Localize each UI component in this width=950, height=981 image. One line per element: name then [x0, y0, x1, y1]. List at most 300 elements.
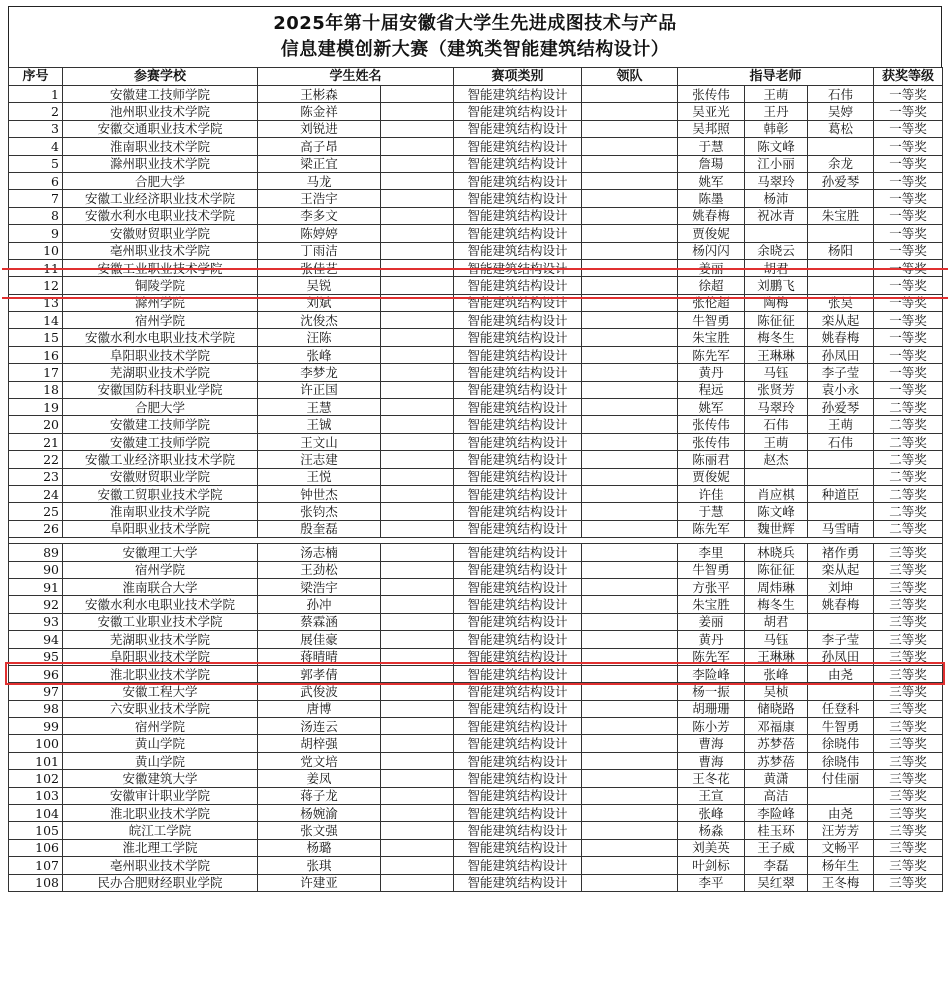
category: 智能建筑结构设计 [454, 805, 582, 822]
student-name: 杨璐 [258, 839, 381, 856]
title-line-1: 2025年第十届安徽省大学生先进成图技术与产品 [273, 13, 677, 34]
category: 智能建筑结构设计 [454, 346, 582, 363]
teacher-1: 贾俊妮 [678, 468, 745, 485]
row-number: 94 [9, 631, 63, 648]
teacher-3: 汪芳芳 [808, 822, 874, 839]
student-name: 蒋子龙 [258, 787, 381, 804]
leader [582, 822, 678, 839]
award-level: 一等奖 [874, 329, 943, 346]
row-number: 101 [9, 752, 63, 769]
teacher-2: 刘鹏飞 [745, 277, 808, 294]
award-level: 一等奖 [874, 120, 943, 137]
row-number: 108 [9, 874, 63, 891]
leader [582, 683, 678, 700]
teacher-2: 苏梦蓓 [745, 735, 808, 752]
table-row [9, 613, 943, 630]
school-name: 淮南职业技术学院 [63, 503, 258, 520]
teacher-2: 余晓云 [745, 242, 808, 259]
teacher-1: 张传伟 [678, 86, 745, 103]
student-name: 汪志建 [258, 451, 381, 468]
row-number: 107 [9, 857, 63, 874]
student-name: 孙冲 [258, 596, 381, 613]
student-name: 郭孝倩 [258, 665, 381, 682]
leader [582, 155, 678, 172]
teacher-2: 张贤芳 [745, 381, 808, 398]
student-extra [381, 312, 454, 329]
teacher-2: 赵杰 [745, 451, 808, 468]
category: 智能建筑结构设计 [454, 259, 582, 276]
table-row [9, 207, 943, 224]
row-number: 100 [9, 735, 63, 752]
award-level: 三等奖 [874, 648, 943, 665]
award-level: 三等奖 [874, 561, 943, 578]
award-level: 一等奖 [874, 364, 943, 381]
row-number: 17 [9, 364, 63, 381]
school-name: 安徽建工技师学院 [63, 86, 258, 103]
school-name: 亳州职业技术学院 [63, 857, 258, 874]
teacher-3: 孙凤田 [808, 648, 874, 665]
leader [582, 613, 678, 630]
teacher-1: 于慧 [678, 138, 745, 155]
school-name: 安徽工程大学 [63, 683, 258, 700]
category: 智能建筑结构设计 [454, 822, 582, 839]
table-section-bottom [9, 544, 943, 892]
table-row [9, 520, 943, 537]
student-name: 王悦 [258, 468, 381, 485]
table-row [9, 561, 943, 578]
leader [582, 561, 678, 578]
award-level: 二等奖 [874, 468, 943, 485]
teacher-3: 孙爱琴 [808, 172, 874, 189]
col-header-no: 序号 [9, 68, 63, 86]
student-extra [381, 381, 454, 398]
student-extra [381, 120, 454, 137]
student-extra [381, 770, 454, 787]
leader [582, 346, 678, 363]
award-level: 三等奖 [874, 752, 943, 769]
table-row [9, 190, 943, 207]
student-extra [381, 277, 454, 294]
table-row [9, 242, 943, 259]
school-name: 安徽工业经济职业技术学院 [63, 190, 258, 207]
results-table [8, 67, 943, 892]
row-number: 98 [9, 700, 63, 717]
leader [582, 416, 678, 433]
teacher-3: 付佳丽 [808, 770, 874, 787]
school-name: 安徽建工技师学院 [63, 416, 258, 433]
teacher-2: 王琳琳 [745, 346, 808, 363]
student-extra [381, 805, 454, 822]
student-name: 唐博 [258, 700, 381, 717]
award-level: 一等奖 [874, 207, 943, 224]
category: 智能建筑结构设计 [454, 451, 582, 468]
row-number: 7 [9, 190, 63, 207]
teacher-1: 程远 [678, 381, 745, 398]
category: 智能建筑结构设计 [454, 503, 582, 520]
leader [582, 399, 678, 416]
student-name: 张文强 [258, 822, 381, 839]
student-extra [381, 665, 454, 682]
table-row [9, 700, 943, 717]
teacher-1: 刘美英 [678, 839, 745, 856]
leader [582, 86, 678, 103]
row-number: 102 [9, 770, 63, 787]
school-name: 安徽水利水电职业技术学院 [63, 596, 258, 613]
teacher-3: 姚春梅 [808, 596, 874, 613]
teacher-3: 文畅平 [808, 839, 874, 856]
row-number: 5 [9, 155, 63, 172]
teacher-1: 陈小芳 [678, 718, 745, 735]
table-row [9, 822, 943, 839]
teacher-3 [808, 190, 874, 207]
teacher-1: 贾俊妮 [678, 225, 745, 242]
category: 智能建筑结构设计 [454, 596, 582, 613]
school-name: 安徽工贸职业技术学院 [63, 485, 258, 502]
table-row [9, 468, 943, 485]
category: 智能建筑结构设计 [454, 665, 582, 682]
award-level: 一等奖 [874, 294, 943, 311]
award-level: 三等奖 [874, 874, 943, 891]
teacher-1: 姜丽 [678, 259, 745, 276]
leader [582, 225, 678, 242]
leader [582, 735, 678, 752]
category: 智能建筑结构设计 [454, 857, 582, 874]
student-extra [381, 346, 454, 363]
student-name: 展佳豪 [258, 631, 381, 648]
table-row [9, 277, 943, 294]
student-name: 马龙 [258, 172, 381, 189]
row-number: 23 [9, 468, 63, 485]
category: 智能建筑结构设计 [454, 225, 582, 242]
teacher-2: 马翠玲 [745, 399, 808, 416]
row-number: 18 [9, 381, 63, 398]
student-extra [381, 822, 454, 839]
teacher-3: 孙凤田 [808, 346, 874, 363]
teacher-2: 王琳琳 [745, 648, 808, 665]
student-extra [381, 683, 454, 700]
award-level: 三等奖 [874, 596, 943, 613]
student-name: 姜凤 [258, 770, 381, 787]
table-row [9, 138, 943, 155]
table-row [9, 416, 943, 433]
table-row [9, 874, 943, 891]
row-number: 99 [9, 718, 63, 735]
teacher-2: 李磊 [745, 857, 808, 874]
student-name: 陈婷婷 [258, 225, 381, 242]
teacher-1: 吴亚光 [678, 103, 745, 120]
row-number: 20 [9, 416, 63, 433]
school-name: 安徽水利水电职业技术学院 [63, 329, 258, 346]
table-row [9, 544, 943, 561]
row-number: 25 [9, 503, 63, 520]
school-name: 池州职业技术学院 [63, 103, 258, 120]
table-row [9, 770, 943, 787]
row-number: 12 [9, 277, 63, 294]
category: 智能建筑结构设计 [454, 839, 582, 856]
row-number: 10 [9, 242, 63, 259]
leader [582, 381, 678, 398]
leader [582, 364, 678, 381]
award-level: 三等奖 [874, 822, 943, 839]
category: 智能建筑结构设计 [454, 381, 582, 398]
award-level: 一等奖 [874, 312, 943, 329]
teacher-1: 陈先军 [678, 346, 745, 363]
teacher-2: 陈文峰 [745, 138, 808, 155]
student-extra [381, 451, 454, 468]
school-name: 民办合肥财经职业学院 [63, 874, 258, 891]
award-level: 一等奖 [874, 277, 943, 294]
teacher-2: 胡君 [745, 259, 808, 276]
table-row [9, 683, 943, 700]
student-name: 张钧杰 [258, 503, 381, 520]
leader [582, 631, 678, 648]
table-row [9, 259, 943, 276]
teacher-3 [808, 683, 874, 700]
leader [582, 648, 678, 665]
award-document [8, 6, 942, 892]
leader [582, 700, 678, 717]
leader [582, 718, 678, 735]
student-extra [381, 752, 454, 769]
teacher-2: 王子威 [745, 839, 808, 856]
school-name: 亳州职业技术学院 [63, 242, 258, 259]
student-name: 汤连云 [258, 718, 381, 735]
category: 智能建筑结构设计 [454, 120, 582, 137]
teacher-3: 王冬梅 [808, 874, 874, 891]
student-name: 蒋晴晴 [258, 648, 381, 665]
col-header-leader: 领队 [582, 68, 678, 86]
table-row [9, 648, 943, 665]
table-row [9, 805, 943, 822]
teacher-2: 王萌 [745, 86, 808, 103]
teacher-2: 陈征征 [745, 561, 808, 578]
table-row [9, 172, 943, 189]
table-row [9, 631, 943, 648]
row-number: 9 [9, 225, 63, 242]
teacher-3: 葛松 [808, 120, 874, 137]
award-level: 三等奖 [874, 631, 943, 648]
teacher-1: 姚军 [678, 172, 745, 189]
teacher-3: 刘坤 [808, 578, 874, 595]
table-row [9, 839, 943, 856]
leader [582, 503, 678, 520]
teacher-3: 朱宝胜 [808, 207, 874, 224]
school-name: 芜湖职业技术学院 [63, 364, 258, 381]
category: 智能建筑结构设计 [454, 770, 582, 787]
teacher-2: 梅冬生 [745, 596, 808, 613]
teacher-1: 于慧 [678, 503, 745, 520]
teacher-1: 朱宝胜 [678, 329, 745, 346]
row-number: 6 [9, 172, 63, 189]
teacher-2: 陈征征 [745, 312, 808, 329]
school-name: 黄山学院 [63, 735, 258, 752]
student-extra [381, 155, 454, 172]
leader [582, 578, 678, 595]
category: 智能建筑结构设计 [454, 329, 582, 346]
teacher-2: 桂玉环 [745, 822, 808, 839]
leader [582, 138, 678, 155]
row-number: 19 [9, 399, 63, 416]
teacher-3: 张昊 [808, 294, 874, 311]
row-number: 26 [9, 520, 63, 537]
category: 智能建筑结构设计 [454, 578, 582, 595]
row-number: 91 [9, 578, 63, 595]
student-name: 胡梓强 [258, 735, 381, 752]
table-row [9, 857, 943, 874]
table-row [9, 329, 943, 346]
teacher-3: 徐晓伟 [808, 752, 874, 769]
award-level: 三等奖 [874, 787, 943, 804]
student-name: 许建亚 [258, 874, 381, 891]
table-row [9, 399, 943, 416]
award-level: 一等奖 [874, 172, 943, 189]
col-header-teachers: 指导老师 [678, 68, 874, 86]
teacher-3: 由尧 [808, 805, 874, 822]
teacher-3: 栾从起 [808, 561, 874, 578]
table-row [9, 735, 943, 752]
teacher-2: 马翠玲 [745, 172, 808, 189]
row-number: 92 [9, 596, 63, 613]
category: 智能建筑结构设计 [454, 485, 582, 502]
student-name: 李多文 [258, 207, 381, 224]
student-extra [381, 485, 454, 502]
award-level: 一等奖 [874, 381, 943, 398]
category: 智能建筑结构设计 [454, 874, 582, 891]
row-number: 103 [9, 787, 63, 804]
school-name: 铜陵学院 [63, 277, 258, 294]
table-row [9, 752, 943, 769]
student-extra [381, 190, 454, 207]
student-name: 李梦龙 [258, 364, 381, 381]
student-name: 王劲松 [258, 561, 381, 578]
award-level: 一等奖 [874, 86, 943, 103]
school-name: 皖江工学院 [63, 822, 258, 839]
student-extra [381, 242, 454, 259]
teacher-1: 王宣 [678, 787, 745, 804]
table-row [9, 103, 943, 120]
school-name: 安徽审计职业学院 [63, 787, 258, 804]
school-name: 淮北职业技术学院 [63, 665, 258, 682]
school-name: 阜阳职业技术学院 [63, 520, 258, 537]
row-number: 8 [9, 207, 63, 224]
leader [582, 103, 678, 120]
student-name: 高子昂 [258, 138, 381, 155]
category: 智能建筑结构设计 [454, 735, 582, 752]
student-name: 张佳艺 [258, 259, 381, 276]
row-number: 1 [9, 86, 63, 103]
teacher-1: 叶剑标 [678, 857, 745, 874]
leader [582, 857, 678, 874]
student-extra [381, 857, 454, 874]
award-level: 三等奖 [874, 700, 943, 717]
leader [582, 805, 678, 822]
leader [582, 770, 678, 787]
school-name: 合肥大学 [63, 399, 258, 416]
leader [582, 874, 678, 891]
category: 智能建筑结构设计 [454, 433, 582, 450]
teacher-1: 张传伟 [678, 433, 745, 450]
award-level: 二等奖 [874, 399, 943, 416]
award-level: 三等奖 [874, 665, 943, 682]
school-name: 安徽工业经济职业技术学院 [63, 451, 258, 468]
school-name: 滁州学院 [63, 294, 258, 311]
teacher-3: 任登科 [808, 700, 874, 717]
category: 智能建筑结构设计 [454, 544, 582, 561]
school-name: 淮北职业技术学院 [63, 805, 258, 822]
teacher-3: 杨阳 [808, 242, 874, 259]
row-number: 104 [9, 805, 63, 822]
student-name: 梁正宜 [258, 155, 381, 172]
award-level: 三等奖 [874, 544, 943, 561]
student-name: 陈金祥 [258, 103, 381, 120]
category: 智能建筑结构设计 [454, 787, 582, 804]
row-number: 95 [9, 648, 63, 665]
teacher-2: 祝冰青 [745, 207, 808, 224]
leader [582, 259, 678, 276]
school-name: 淮南联合大学 [63, 578, 258, 595]
teacher-1: 黄丹 [678, 631, 745, 648]
student-extra [381, 416, 454, 433]
award-level: 二等奖 [874, 503, 943, 520]
leader [582, 312, 678, 329]
student-extra [381, 468, 454, 485]
category: 智能建筑结构设计 [454, 294, 582, 311]
teacher-1: 姚军 [678, 399, 745, 416]
award-level: 一等奖 [874, 155, 943, 172]
leader [582, 544, 678, 561]
category: 智能建筑结构设计 [454, 718, 582, 735]
table-row [9, 155, 943, 172]
teacher-1: 陈丽君 [678, 451, 745, 468]
col-header-school: 参赛学校 [63, 68, 258, 86]
header-row [9, 68, 943, 86]
student-name: 殷奎磊 [258, 520, 381, 537]
student-extra [381, 225, 454, 242]
table-row [9, 312, 943, 329]
school-name: 芜湖职业技术学院 [63, 631, 258, 648]
category: 智能建筑结构设计 [454, 399, 582, 416]
category: 智能建筑结构设计 [454, 172, 582, 189]
category: 智能建筑结构设计 [454, 190, 582, 207]
award-level: 三等奖 [874, 578, 943, 595]
student-name: 王浩宇 [258, 190, 381, 207]
teacher-1: 黄丹 [678, 364, 745, 381]
school-name: 安徽建工技师学院 [63, 433, 258, 450]
teacher-3: 栾从起 [808, 312, 874, 329]
row-number: 89 [9, 544, 63, 561]
student-extra [381, 735, 454, 752]
leader [582, 468, 678, 485]
table-section-top [9, 86, 943, 538]
school-name: 安徽理工大学 [63, 544, 258, 561]
leader [582, 485, 678, 502]
row-number: 93 [9, 613, 63, 630]
award-level: 一等奖 [874, 103, 943, 120]
award-level: 一等奖 [874, 225, 943, 242]
teacher-3: 石伟 [808, 433, 874, 450]
category: 智能建筑结构设计 [454, 648, 582, 665]
category: 智能建筑结构设计 [454, 207, 582, 224]
teacher-2: 石伟 [745, 416, 808, 433]
row-number: 21 [9, 433, 63, 450]
student-extra [381, 561, 454, 578]
student-name: 王铖 [258, 416, 381, 433]
category: 智能建筑结构设计 [454, 613, 582, 630]
student-extra [381, 294, 454, 311]
teacher-1: 王冬花 [678, 770, 745, 787]
category: 智能建筑结构设计 [454, 752, 582, 769]
school-name: 安徽建筑大学 [63, 770, 258, 787]
